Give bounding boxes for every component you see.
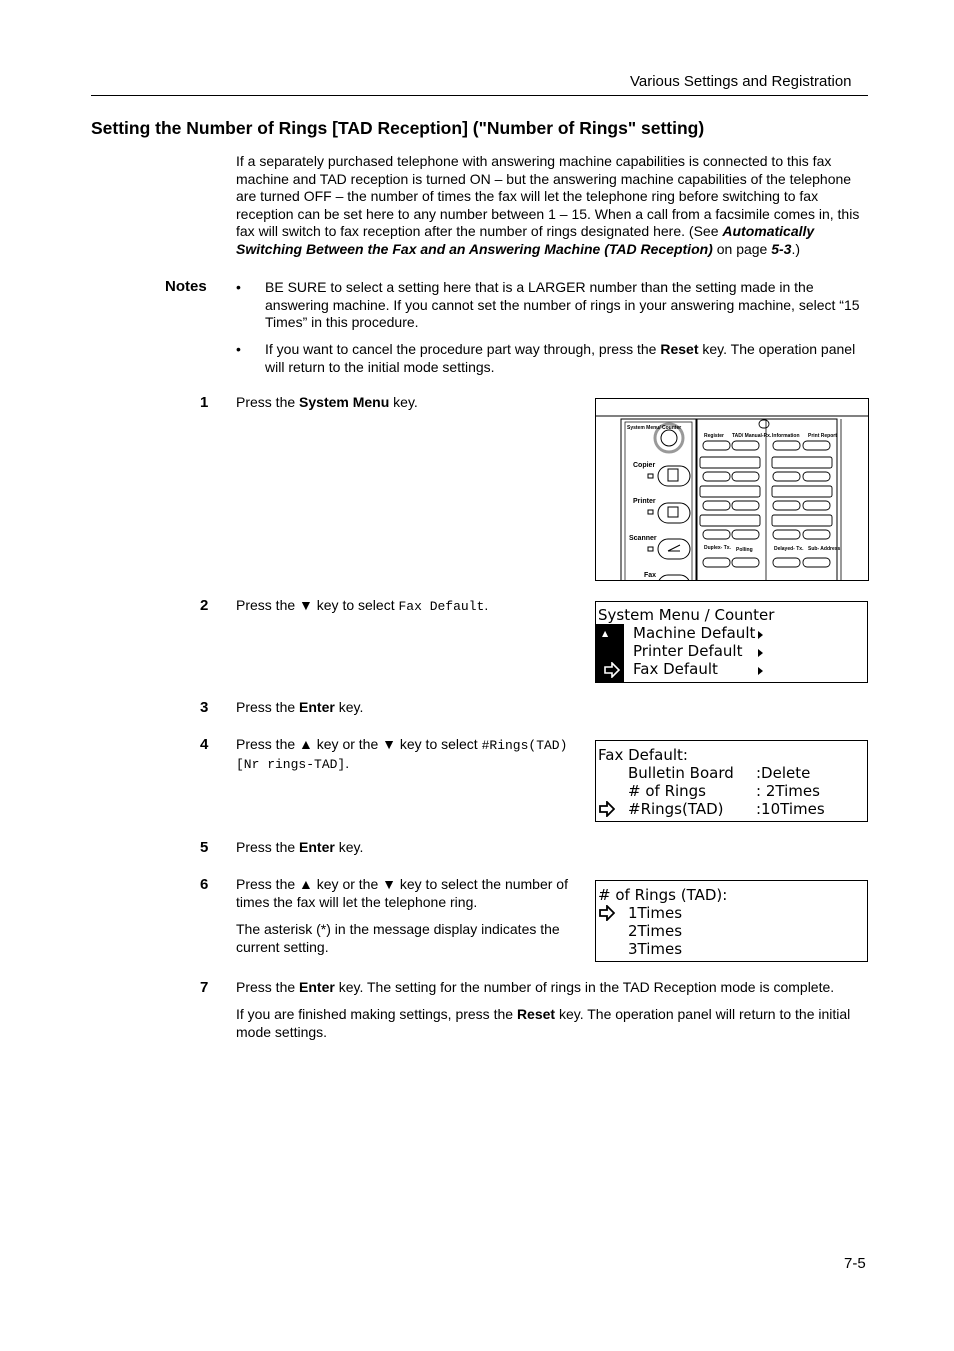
panel-key-information: Information [772,433,800,439]
step-number: 5 [200,839,209,856]
panel-key-tad: TAD/ Manual-Rx. [732,433,772,439]
reset-key-label: Reset [516,1006,556,1022]
lcd-row-label: #Rings(TAD) [628,800,724,818]
selection-arrow-icon [604,662,620,678]
enter-key-label: Enter [299,699,335,715]
running-header: Various Settings and Registration [630,73,852,90]
step-7-pre: Press the [236,979,300,995]
panel-key-delayed: Delayed- Tx. [774,546,804,552]
note-item-1: BE SURE to select a setting here that is a LARGER number than the setting made in the answering machine. If you cannot set the number of rings in your answering machine, select “15 Times” in this procedure. [265,279,860,331]
lcd-title: Fax Default: [598,746,688,764]
step-number: 1 [200,394,209,411]
step-7-text [236,979,868,997]
step-5-post: key. [334,839,364,855]
lcd-option: 1Times [628,904,683,922]
step-6-note: The asterisk (*) in the message display indicates the current setting. [236,921,560,955]
intro-ref-mid: on page [712,240,772,257]
bullet-marker: • [236,279,241,295]
step-5-text [236,839,581,857]
notes-label: Notes [165,278,207,295]
submenu-arrow-icon [758,631,763,639]
step-3-pre: Press the [236,699,300,715]
intro-text: If a separately purchased telephone with answering machine capabilities is connected to this fax machine and TAD reception is turned ON – but the answering machine capabilities of the telephone are turned OFF – the number of times the fax will let the telephone ring before switching to fax reception can be set here to any number between 1 – 15. When a call from a facsimile comes in, this fax will switch to fax reception after the number of rings designated here. (See [236,153,860,240]
panel-key-print-report: Print Report [808,433,837,439]
panel-key-sub-address: Sub- Address [808,546,841,552]
step-3-post: key. [334,699,364,715]
submenu-arrow-icon [758,667,763,675]
step-6-text: Press the ▲ key or the ▼ key to select the number of times the fax will let the telephone ring. [236,876,568,910]
step-1-text [236,394,581,412]
step-2-code: Fax Default [398,599,485,614]
step-1-pre: Press the [236,394,300,410]
header-rule [91,95,868,96]
scroll-up-icon: ▲ [602,629,609,638]
step-4-text [236,736,581,773]
selection-arrow-icon [599,801,615,817]
lcd-row-label: # of Rings [628,782,706,800]
intro-ref-title: Automatically Switching Between the Fax and an Answering Machine (TAD Reception) [236,223,815,257]
note-item-2-post: key. The operation panel will return to the initial mode settings. [265,341,856,375]
step-7-note [236,1006,868,1041]
step-number: 6 [200,876,209,893]
lcd-menu-item: Machine Default [633,624,756,642]
step-2-pre: Press the ▼ key to select [236,597,399,613]
lcd-option: 3Times [628,940,683,958]
enter-key-label: Enter [299,839,335,855]
intro-paragraph [236,153,868,259]
submenu-arrow-icon [758,649,763,657]
selection-arrow-icon [599,905,615,921]
reset-key-label: Reset [660,341,699,357]
step-number: 4 [200,736,209,753]
step-7-note-post: key. The operation panel will return to the initial mode settings. [236,1006,851,1040]
enter-key-label: Enter [299,979,335,995]
lcd-title: # of Rings (TAD): [598,886,728,904]
step-1-post: key. [389,394,418,410]
panel-mode-scanner: Scanner [629,535,657,542]
section-title: Setting the Number of Rings [TAD Reception] ("Number of Rings" setting) [91,118,705,138]
panel-key-register: Register [704,433,725,439]
panel-key-polling: Polling [736,547,753,553]
lcd-option: 2Times [628,922,683,940]
note-item-2-pre: If you want to cancel the procedure part way through, press the [265,341,661,357]
lcd-fax-default [595,740,868,822]
step-7-post: key. The setting for the number of rings in the TAD Reception mode is complete. [334,979,835,995]
lcd-menu-item: Printer Default [633,642,743,660]
step-4-pre: Press the ▲ key or the ▼ key to select [236,736,482,752]
step-number: 7 [200,979,209,996]
lcd-menu-item: Fax Default [633,660,718,678]
lcd-row-value: :Delete [756,764,811,782]
step-number: 2 [200,597,209,614]
step-4-code: #Rings(TAD) [Nr rings-TAD] [236,738,568,772]
note-item-2 [265,341,868,376]
operation-panel-illustration [595,398,869,581]
step-4-post: . [345,754,350,771]
step-3-text [236,699,581,717]
panel-mode-printer: Printer [633,498,656,505]
step-2-post: . [484,597,489,613]
intro-ref-end: .) [791,240,801,257]
intro-ref-page: 5-3 [771,240,792,257]
lcd-title: System Menu / Counter [598,606,775,624]
bullet-marker: • [236,341,241,357]
operation-panel-drawing [596,399,868,580]
step-7-note-pre: If you are finished making settings, press the [236,1006,517,1022]
lcd-system-menu [595,601,868,683]
panel-mode-copier: Copier [633,462,656,469]
step-number: 3 [200,699,209,716]
lcd-row-label: Bulletin Board [628,764,734,782]
panel-key-duplex: Duplex- Tx. [704,545,731,551]
lcd-row-value: : 2Times [756,782,820,800]
panel-mode-fax: Fax [644,572,657,579]
panel-system-menu-label: System Menu/ Counter [627,425,682,431]
step-5-pre: Press the [236,839,300,855]
system-menu-key-label: System Menu [299,394,390,410]
lcd-rings-tad [595,880,868,962]
lcd-row-value: :10Times [756,800,825,818]
step-2-text [236,597,581,616]
page-number: 7-5 [844,1255,866,1272]
